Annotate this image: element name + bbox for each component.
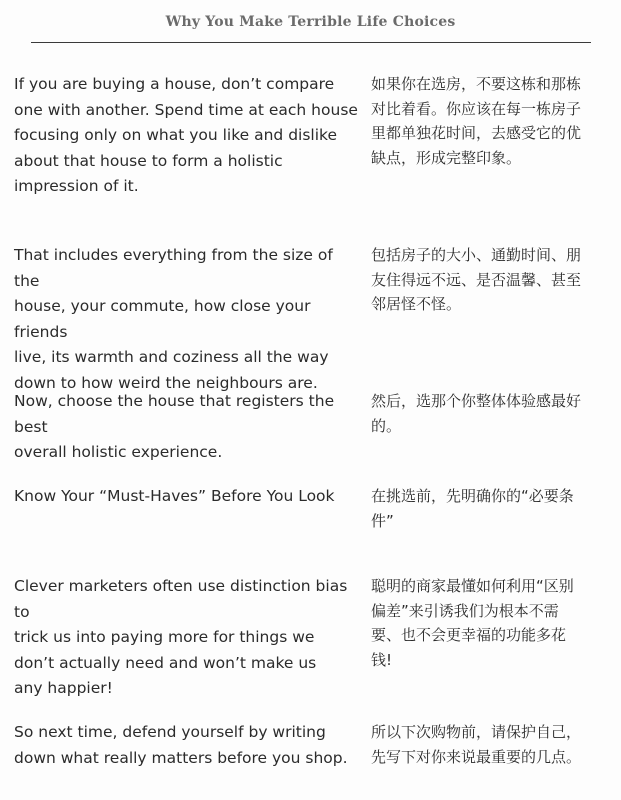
title-divider [31, 42, 591, 43]
chinese-heading: 在挑选前，先明确你的“必要条 件” [371, 487, 574, 530]
english-paragraph: So next time, defend yourself by writing down what really matters before you shop. [14, 723, 348, 767]
english-paragraph: Now, choose the house that registers the best overall holistic experience. [14, 392, 335, 461]
chinese-paragraph: 然后，选那个你整体体验感最好 的。 [371, 392, 582, 435]
english-paragraph: Clever marketers often use distinction bias to trick us into paying more for things we don’t actually need and won’t make us any happier! [14, 577, 348, 697]
english-heading: Know Your “Must-Haves” Before You Look [14, 487, 335, 505]
page-title: Why You Make Terrible Life Choices [165, 14, 456, 30]
english-paragraph: That includes everything from the size of the house, your commute, how close your friends live, its warmth and coziness all the way down to how weird the neighbours are. [14, 246, 333, 392]
chinese-paragraph: 如果你在选房，不要这栋和那栋 对比着看。你应该在每一栋房子 里都单独花时间，去感受它的优 缺点，形成完整印象。 [371, 75, 582, 167]
chinese-paragraph: 所以下次购物前，请保护自己， 先写下对你来说最重要的几点。 [371, 723, 582, 766]
chinese-paragraph: 聪明的商家最懂如何利用“区别 偏差”来引诱我们为根本不需 要、也不会更幸福的功能多花 钱! [371, 577, 574, 669]
english-paragraph: If you are buying a house, don’t compare one with another. Spend time at each house focusing only on what you like and dislike about that house to form a holistic impression of it. [14, 75, 358, 195]
chinese-paragraph: 包括房子的大小、通勤时间、朋 友住得远不远、是否温馨、甚至 邻居怪不怪。 [371, 246, 582, 313]
